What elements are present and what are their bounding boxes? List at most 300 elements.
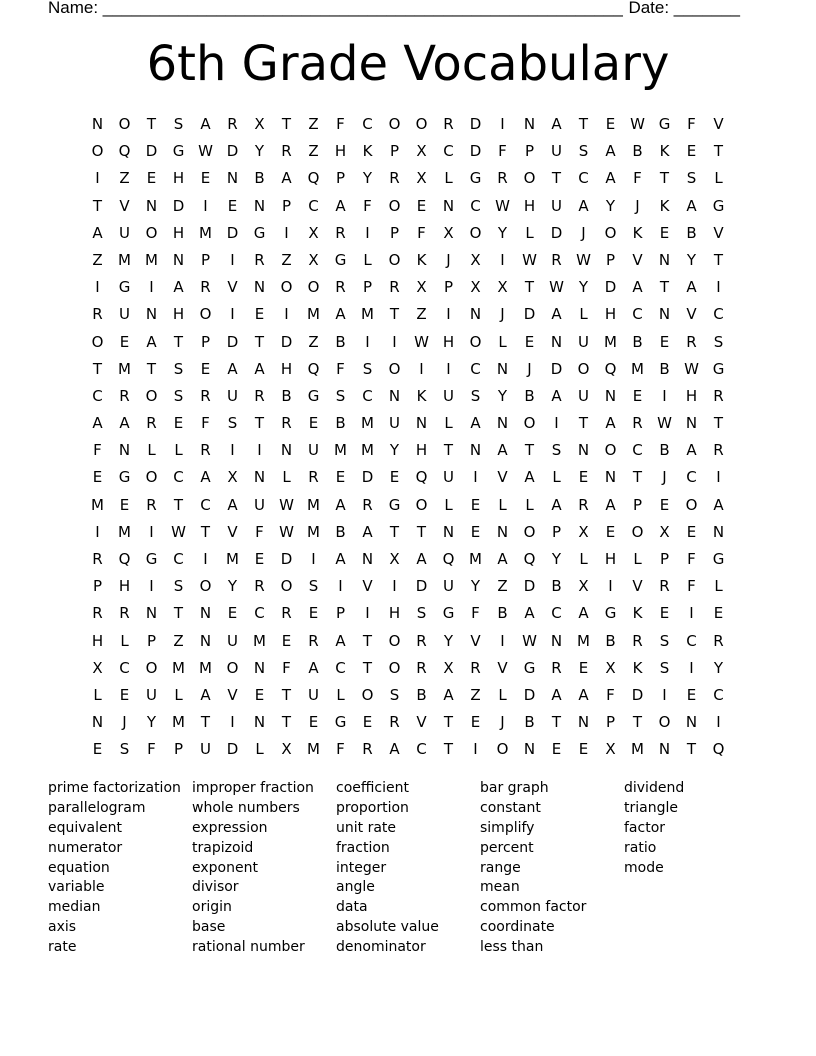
- word-list-item: trapizoid: [192, 839, 254, 856]
- grid-letter: A: [146, 332, 157, 351]
- grid-letter: C: [362, 115, 373, 133]
- word-list-item: median: [48, 899, 101, 916]
- grid-letter: U: [119, 223, 130, 242]
- grid-letter: M: [253, 631, 266, 650]
- grid-letter: W: [198, 142, 213, 161]
- grid-letter: P: [362, 278, 373, 297]
- grid-letter: E: [578, 468, 589, 487]
- grid-letter: B: [335, 414, 346, 433]
- grid-letter: A: [497, 550, 508, 568]
- grid-letter: S: [470, 386, 481, 405]
- grid-letter: D: [631, 685, 644, 704]
- grid-letter: N: [523, 115, 536, 133]
- word-list-item: percent: [480, 839, 534, 856]
- grid-letter: E: [416, 196, 427, 215]
- grid-letter: S: [173, 577, 184, 596]
- word-list-item: exponent: [192, 859, 258, 876]
- grid-letter: I: [149, 278, 154, 297]
- grid-letter: B: [524, 713, 535, 732]
- grid-letter: C: [632, 441, 643, 460]
- grid-letter: O: [523, 522, 536, 541]
- grid-letter: L: [525, 495, 534, 514]
- word-list-item: ratio: [624, 839, 657, 856]
- grid-letter: N: [442, 522, 455, 541]
- grid-letter: B: [551, 577, 562, 596]
- word-list-item: factor: [624, 819, 666, 836]
- grid-letter: M: [307, 305, 320, 324]
- grid-letter: P: [281, 196, 292, 215]
- grid-letter: X: [578, 577, 589, 596]
- grid-letter: T: [362, 631, 373, 650]
- grid-letter: W: [549, 278, 564, 297]
- page-title: 6th Grade Vocabulary: [146, 36, 670, 92]
- grid-letter: P: [92, 577, 103, 596]
- grid-letter: L: [714, 577, 723, 596]
- grid-letter: A: [686, 278, 697, 297]
- grid-letter: A: [335, 196, 346, 215]
- grid-letter: E: [254, 550, 265, 568]
- grid-letter: Y: [362, 169, 373, 188]
- grid-letter: X: [92, 658, 103, 677]
- grid-letter: E: [119, 685, 130, 704]
- grid-letter: U: [119, 305, 130, 324]
- grid-letter: I: [473, 740, 478, 759]
- grid-letter: R: [281, 142, 292, 161]
- grid-letter: C: [632, 305, 643, 324]
- grid-letter: G: [172, 142, 185, 161]
- grid-letter: H: [172, 223, 185, 242]
- grid-letter: N: [253, 468, 266, 487]
- grid-letter: N: [199, 631, 212, 650]
- grid-letter: T: [362, 658, 373, 677]
- grid-letter: G: [604, 604, 617, 623]
- grid-letter: U: [254, 495, 265, 514]
- grid-letter: V: [362, 577, 373, 596]
- grid-letter: E: [605, 522, 616, 541]
- grid-letter: R: [308, 468, 319, 487]
- grid-letter: R: [119, 604, 130, 623]
- grid-letter: Y: [470, 577, 481, 596]
- grid-letter: F: [687, 115, 696, 133]
- grid-letter: E: [281, 631, 292, 650]
- grid-letter: R: [416, 631, 427, 650]
- grid-letter: E: [308, 713, 319, 732]
- grid-letter: O: [91, 332, 104, 351]
- grid-letter: P: [389, 223, 400, 242]
- grid-letter: N: [550, 332, 563, 351]
- grid-letter: R: [686, 332, 697, 351]
- grid-letter: N: [658, 305, 671, 324]
- grid-letter: R: [200, 386, 211, 405]
- grid-letter: H: [415, 441, 428, 460]
- grid-letter: I: [500, 250, 505, 269]
- grid-letter: D: [415, 577, 428, 596]
- grid-letter: M: [118, 359, 131, 378]
- grid-letter: F: [93, 441, 102, 460]
- grid-letter: A: [605, 169, 616, 188]
- grid-letter: M: [118, 522, 131, 541]
- grid-letter: U: [227, 631, 238, 650]
- grid-letter: S: [335, 386, 346, 405]
- grid-letter: T: [686, 740, 697, 759]
- grid-letter: I: [392, 577, 397, 596]
- grid-letter: Z: [92, 250, 103, 269]
- grid-letter: K: [632, 604, 643, 623]
- grid-letter: R: [632, 414, 643, 433]
- grid-letter: X: [308, 223, 319, 242]
- grid-letter: I: [230, 713, 235, 732]
- grid-letter: M: [361, 414, 374, 433]
- grid-letter: J: [527, 359, 532, 378]
- grid-letter: A: [551, 386, 562, 405]
- grid-letter: P: [443, 278, 454, 297]
- grid-letter: F: [417, 223, 426, 242]
- grid-letter: T: [173, 332, 184, 351]
- grid-letter: N: [118, 441, 131, 460]
- grid-letter: M: [577, 631, 590, 650]
- grid-letter: E: [389, 468, 400, 487]
- grid-letter: T: [443, 740, 454, 759]
- grid-letter: L: [525, 223, 534, 242]
- word-list-item: common factor: [480, 899, 587, 916]
- grid-letter: T: [713, 414, 724, 433]
- grid-letter: A: [200, 115, 211, 133]
- grid-letter: P: [659, 550, 670, 568]
- grid-letter: N: [685, 414, 698, 433]
- grid-letter: Q: [604, 359, 617, 378]
- grid-letter: G: [523, 658, 536, 677]
- grid-letter: A: [578, 604, 589, 623]
- grid-letter: Q: [415, 468, 428, 487]
- grid-letter: Y: [227, 577, 238, 596]
- grid-letter: I: [608, 577, 613, 596]
- grid-letter: C: [335, 658, 346, 677]
- grid-letter: S: [362, 359, 373, 378]
- grid-letter: A: [335, 631, 346, 650]
- grid-letter: S: [227, 414, 238, 433]
- grid-letter: U: [551, 196, 562, 215]
- grid-letter: V: [497, 468, 508, 487]
- grid-letter: I: [311, 550, 316, 568]
- grid-letter: T: [146, 359, 157, 378]
- grid-letter: N: [253, 196, 266, 215]
- grid-letter: O: [307, 278, 320, 297]
- grid-letter: N: [712, 522, 725, 541]
- grid-letter: X: [605, 740, 616, 759]
- grid-letter: B: [524, 386, 535, 405]
- grid-letter: T: [659, 278, 670, 297]
- grid-letter: A: [227, 495, 238, 514]
- grid-letter: R: [92, 550, 103, 568]
- grid-letter: O: [361, 685, 374, 704]
- grid-letter: G: [118, 468, 131, 487]
- grid-letter: X: [281, 740, 292, 759]
- grid-letter: V: [632, 577, 643, 596]
- grid-letter: N: [658, 740, 671, 759]
- grid-letter: O: [604, 441, 617, 460]
- grid-letter: O: [280, 278, 293, 297]
- grid-letter: A: [551, 305, 562, 324]
- grid-letter: A: [443, 685, 454, 704]
- grid-letter: E: [551, 740, 562, 759]
- grid-letter: F: [255, 522, 264, 541]
- grid-letter: L: [363, 250, 372, 269]
- grid-letter: F: [363, 196, 372, 215]
- grid-letter: T: [713, 250, 724, 269]
- grid-letter: E: [713, 604, 724, 623]
- grid-letter: R: [578, 495, 589, 514]
- grid-letter: M: [199, 223, 212, 242]
- grid-letter: O: [388, 196, 401, 215]
- grid-letter: R: [713, 441, 724, 460]
- grid-letter: O: [388, 359, 401, 378]
- grid-letter: H: [172, 305, 185, 324]
- grid-letter: V: [227, 278, 238, 297]
- grid-letter: I: [230, 441, 235, 460]
- grid-letter: O: [469, 332, 482, 351]
- grid-letter: D: [145, 142, 158, 161]
- grid-letter: X: [254, 115, 265, 133]
- grid-letter: F: [282, 658, 291, 677]
- grid-letter: A: [497, 441, 508, 460]
- grid-letter: U: [443, 468, 454, 487]
- grid-letter: R: [389, 713, 400, 732]
- grid-letter: U: [443, 386, 454, 405]
- grid-letter: A: [119, 414, 130, 433]
- grid-letter: H: [118, 577, 131, 596]
- grid-letter: N: [145, 305, 158, 324]
- grid-letter: Q: [307, 359, 320, 378]
- grid-letter: D: [172, 196, 185, 215]
- grid-letter: E: [659, 604, 670, 623]
- grid-letter: I: [149, 577, 154, 596]
- grid-letter: A: [632, 278, 643, 297]
- grid-letter: L: [552, 468, 561, 487]
- grid-letter: L: [498, 685, 507, 704]
- grid-letter: I: [365, 332, 370, 351]
- grid-letter: A: [335, 550, 346, 568]
- grid-letter: F: [201, 414, 210, 433]
- grid-letter: E: [335, 468, 346, 487]
- grid-letter: E: [227, 196, 238, 215]
- grid-letter: O: [388, 115, 401, 133]
- word-list-item: parallelogram: [48, 799, 146, 816]
- grid-letter: C: [443, 142, 454, 161]
- grid-letter: O: [145, 223, 158, 242]
- grid-letter: N: [199, 604, 212, 623]
- grid-letter: I: [419, 359, 424, 378]
- grid-letter: O: [415, 115, 428, 133]
- grid-letter: P: [200, 332, 211, 351]
- grid-letter: T: [551, 713, 562, 732]
- grid-letter: A: [92, 223, 103, 242]
- grid-letter: O: [469, 223, 482, 242]
- grid-letter: I: [338, 577, 343, 596]
- grid-letter: E: [686, 685, 697, 704]
- grid-letter: S: [578, 142, 589, 161]
- grid-letter: V: [119, 196, 130, 215]
- grid-letter: Y: [254, 142, 265, 161]
- grid-letter: D: [550, 359, 563, 378]
- grid-letter: G: [469, 169, 482, 188]
- grid-letter: D: [226, 740, 239, 759]
- grid-letter: Z: [281, 250, 292, 269]
- word-list-item: range: [480, 859, 521, 876]
- grid-letter: O: [145, 658, 158, 677]
- grid-letter: J: [662, 468, 667, 487]
- grid-letter: O: [523, 169, 536, 188]
- grid-letter: G: [145, 550, 158, 568]
- grid-letter: J: [581, 223, 586, 242]
- grid-letter: C: [686, 468, 697, 487]
- word-list: [48, 779, 768, 958]
- grid-letter: E: [308, 604, 319, 623]
- grid-letter: O: [145, 386, 158, 405]
- grid-letter: G: [253, 223, 266, 242]
- grid-letter: A: [551, 685, 562, 704]
- grid-letter: M: [361, 305, 374, 324]
- grid-letter: E: [119, 495, 130, 514]
- grid-letter: K: [416, 386, 427, 405]
- grid-letter: R: [389, 278, 400, 297]
- grid-letter: R: [389, 169, 400, 188]
- grid-letter: N: [577, 713, 590, 732]
- grid-letter: R: [713, 386, 724, 405]
- grid-letter: R: [308, 631, 319, 650]
- word-list-item: equivalent: [48, 819, 122, 836]
- word-list-item: triangle: [624, 799, 678, 816]
- grid-letter: W: [414, 332, 429, 351]
- grid-letter: M: [469, 550, 482, 568]
- grid-letter: O: [199, 305, 212, 324]
- grid-letter: E: [659, 495, 670, 514]
- grid-letter: S: [173, 359, 184, 378]
- grid-letter: O: [388, 631, 401, 650]
- grid-letter: E: [92, 740, 103, 759]
- grid-letter: B: [632, 142, 643, 161]
- grid-letter: N: [253, 658, 266, 677]
- grid-letter: M: [307, 522, 320, 541]
- grid-letter: U: [308, 685, 319, 704]
- grid-letter: M: [307, 740, 320, 759]
- word-list-item: proportion: [336, 799, 409, 816]
- grid-letter: S: [173, 386, 184, 405]
- grid-letter: L: [444, 169, 453, 188]
- grid-letter: C: [173, 468, 184, 487]
- grid-letter: A: [335, 305, 346, 324]
- grid-letter: C: [551, 604, 562, 623]
- grid-letter: O: [388, 658, 401, 677]
- grid-letter: L: [147, 441, 156, 460]
- grid-letter: R: [416, 658, 427, 677]
- grid-letter: I: [446, 305, 451, 324]
- word-list-item: axis: [48, 919, 77, 936]
- grid-letter: Q: [118, 142, 131, 161]
- grid-letter: A: [200, 685, 211, 704]
- word-list-item: rate: [48, 939, 77, 956]
- grid-letter: R: [254, 250, 265, 269]
- word-list-item: data: [336, 899, 368, 916]
- grid-letter: T: [416, 522, 427, 541]
- grid-letter: I: [500, 631, 505, 650]
- grid-letter: T: [173, 495, 184, 514]
- grid-letter: B: [497, 604, 508, 623]
- grid-letter: W: [495, 196, 510, 215]
- grid-letter: L: [93, 685, 102, 704]
- grid-letter: A: [308, 658, 319, 677]
- grid-letter: W: [279, 522, 294, 541]
- grid-letter: O: [685, 495, 698, 514]
- grid-letter: L: [444, 495, 453, 514]
- grid-letter: O: [226, 658, 239, 677]
- grid-letter: J: [500, 713, 505, 732]
- grid-letter: E: [119, 332, 130, 351]
- grid-letter: A: [227, 359, 238, 378]
- grid-letter: F: [336, 115, 345, 133]
- grid-letter: N: [415, 414, 428, 433]
- grid-letter: G: [307, 386, 320, 405]
- grid-letter: T: [146, 115, 157, 133]
- grid-letter: B: [632, 332, 643, 351]
- grid-letter: O: [91, 142, 104, 161]
- grid-letter: T: [551, 169, 562, 188]
- grid-letter: F: [336, 740, 345, 759]
- word-list-item: whole numbers: [192, 799, 300, 816]
- grid-letter: O: [145, 468, 158, 487]
- grid-letter: B: [659, 359, 670, 378]
- grid-letter: E: [227, 604, 238, 623]
- grid-letter: G: [334, 250, 347, 269]
- grid-letter: O: [604, 223, 617, 242]
- grid-letter: E: [200, 169, 211, 188]
- grid-letter: V: [227, 685, 238, 704]
- grid-letter: Z: [470, 685, 481, 704]
- grid-letter: I: [662, 685, 667, 704]
- word-list-item: variable: [48, 879, 105, 896]
- grid-letter: R: [281, 604, 292, 623]
- grid-letter: K: [416, 250, 427, 269]
- word-list-item: denominator: [336, 939, 426, 956]
- grid-letter: Z: [497, 577, 508, 596]
- grid-letter: I: [95, 278, 100, 297]
- grid-letter: S: [686, 169, 697, 188]
- grid-letter: M: [145, 250, 158, 269]
- date-field-label: Date: _______: [628, 0, 740, 17]
- grid-letter: L: [714, 169, 723, 188]
- grid-letter: P: [632, 495, 643, 514]
- grid-letter: W: [684, 359, 699, 378]
- grid-letter: K: [632, 658, 643, 677]
- grid-letter: X: [389, 550, 400, 568]
- word-list-item: integer: [336, 859, 387, 876]
- grid-letter: G: [334, 713, 347, 732]
- grid-letter: B: [254, 169, 265, 188]
- word-list-item: less than: [480, 939, 544, 956]
- grid-letter: Z: [308, 115, 319, 133]
- grid-letter: G: [712, 196, 725, 215]
- grid-letter: I: [500, 115, 505, 133]
- grid-letter: O: [496, 740, 509, 759]
- grid-letter: L: [444, 414, 453, 433]
- grid-letter: C: [713, 685, 724, 704]
- grid-letter: A: [524, 604, 535, 623]
- grid-letter: E: [146, 169, 157, 188]
- grid-letter: A: [551, 495, 562, 514]
- grid-letter: V: [416, 713, 427, 732]
- grid-letter: T: [92, 359, 103, 378]
- grid-letter: P: [524, 142, 535, 161]
- grid-letter: P: [335, 604, 346, 623]
